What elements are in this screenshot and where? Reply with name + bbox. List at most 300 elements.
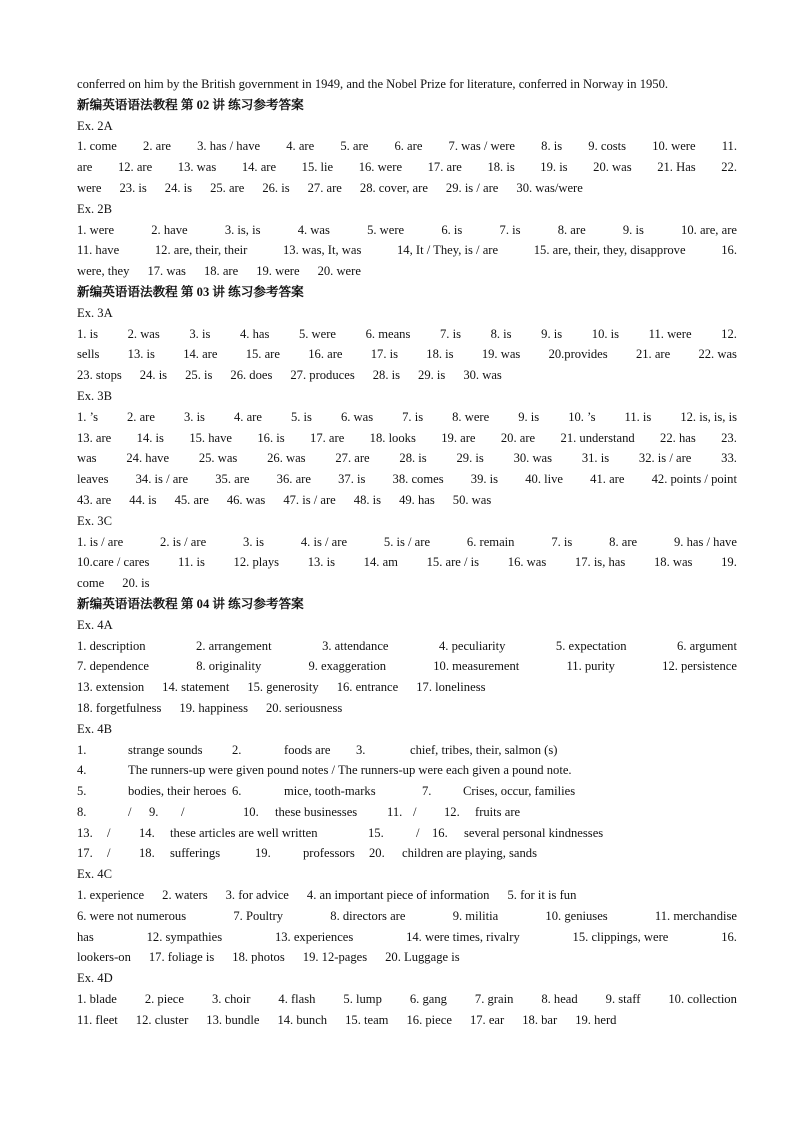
answer-item: 16. is (257, 430, 285, 445)
answer-line (77, 240, 737, 261)
answer-line (77, 365, 737, 386)
answer-item: 4. is / are (300, 534, 348, 549)
answer-item: 1. experience (77, 888, 145, 903)
answer-item: 24. have (126, 451, 170, 466)
answer-number: 2. (232, 742, 242, 757)
ex-2b-label: Ex. 2B (77, 201, 112, 216)
answer-line (77, 178, 737, 199)
answer-number: 10. (243, 804, 259, 819)
ex-4a-answers (77, 636, 737, 719)
answer-item: 10. collection (668, 992, 737, 1007)
answer-item: 5. were (298, 326, 337, 341)
answer-item: 11. is (624, 409, 652, 424)
answer-item: 16. (721, 243, 737, 258)
lecture-03-title: 新编英语语法教程 第 03 讲 练习参考答案 (77, 284, 304, 299)
answer-item: 2. waters (162, 888, 208, 903)
answer-item: 11. merchandise (654, 908, 737, 923)
answer-item: 18. looks (369, 430, 416, 445)
answer-line (77, 781, 737, 802)
answer-line (77, 760, 737, 781)
answer-item: 1. blade (77, 992, 117, 1007)
answer-line (77, 469, 737, 490)
answer-item: 22. (721, 160, 737, 175)
answer-line (77, 490, 737, 511)
answer-item: 3. attendance (322, 638, 389, 653)
answer-item: were (77, 180, 102, 195)
answer-line (77, 823, 737, 844)
answer-item: 20. Luggage is (385, 950, 460, 965)
answer-item: 9. exaggeration (308, 659, 387, 674)
answer-item: 29. is (418, 368, 446, 383)
answer-item: 11. have (77, 243, 120, 258)
answer-item: 39. is (470, 472, 499, 487)
ex-3b-label: Ex. 3B (77, 388, 112, 403)
answer-item: 19. (721, 555, 737, 570)
answer-item: 3. has / have (197, 139, 261, 154)
answer-item: 49. has (399, 492, 435, 507)
answer-item: 42. points / point (651, 472, 737, 487)
answer-item: 5. is (290, 409, 312, 424)
answer-item: 9. has / have (673, 534, 737, 549)
answer-item: 45. are (174, 492, 209, 507)
answer-item: 28. is (399, 451, 427, 466)
answer-item: 1. description (77, 638, 146, 653)
answer-item: 5. is / are (383, 534, 431, 549)
answer-item: 25. is (185, 368, 213, 383)
answer-item: 6. argument (677, 638, 737, 653)
answer-item: 13. was (177, 160, 217, 175)
answer-item: 2. piece (144, 992, 184, 1007)
answer-item: 1. were (77, 222, 115, 237)
answer-line (77, 448, 737, 469)
answer-item: 11. purity (566, 659, 615, 674)
answer-item: 48. is (353, 492, 382, 507)
answer-item: 25. was (198, 451, 238, 466)
answer-number: 12. (444, 804, 460, 819)
answer-item: 6. is (441, 222, 463, 237)
answer-item: 14. are (183, 347, 218, 362)
answer-item: 20. are (500, 430, 536, 445)
answer-item: 34. is / are (135, 472, 189, 487)
answer-item: 8. is (490, 326, 512, 341)
answer-item: 1. is (77, 326, 98, 341)
answer-number: 20. (369, 846, 385, 861)
answer-item: 9. is (541, 326, 563, 341)
answer-item: 41. are (590, 472, 625, 487)
answer-item: professors (303, 846, 355, 861)
answer-item: 12. sympathies (146, 929, 223, 944)
answer-item: several personal kindnesses (464, 825, 604, 840)
answer-item: 6. were not numerous (77, 908, 187, 923)
answer-item: 17. is (370, 347, 399, 362)
answer-item: 5. for it is fun (507, 888, 577, 903)
answer-item: 26. was (267, 451, 306, 466)
ex-4d-answers (77, 989, 737, 1031)
answer-item: 50. was (452, 492, 492, 507)
answer-line (77, 532, 737, 553)
answer-item: mice, tooth-marks (284, 784, 376, 799)
answer-item: 18. was (653, 555, 693, 570)
answer-line (77, 407, 737, 428)
answer-item: 6. was (340, 409, 374, 424)
answer-item: 18. forgetfulness (77, 700, 162, 715)
answer-number: 16. (432, 825, 448, 840)
answer-number: 11. (387, 804, 403, 819)
answer-item: 27. produces (290, 368, 355, 383)
answer-item: were, they (77, 264, 130, 279)
ex-4c-answers (77, 885, 737, 968)
answer-item: 12. plays (233, 555, 280, 570)
answer-item: 21. Has (657, 160, 696, 175)
answer-item: 28. is (372, 368, 401, 383)
answer-item: / (107, 825, 111, 840)
answer-item: 13. experiences (274, 929, 354, 944)
answer-item: 2. are (127, 409, 155, 424)
answer-item: 38. comes (392, 472, 444, 487)
answer-item: 3. choir (211, 992, 251, 1007)
answer-item: 2. is / are (160, 534, 207, 549)
answer-line (77, 906, 737, 927)
answer-item: 22. has (660, 430, 696, 445)
answer-item: 14. bunch (277, 1012, 328, 1027)
answer-item: 2. are (143, 139, 171, 154)
answer-item: 2. was (127, 326, 160, 341)
answer-item: 10. measurement (433, 659, 520, 674)
answer-item: 18. are (203, 264, 239, 279)
answer-item: 17. ear (469, 1012, 505, 1027)
answer-item: 13. extension (77, 680, 145, 695)
answer-item: 6. remain (466, 534, 515, 549)
answer-item: 14. is (136, 430, 164, 445)
answer-number: 3. (356, 742, 366, 757)
answer-line (77, 947, 737, 968)
answer-item: 4. has (239, 326, 270, 341)
answer-number: 7. (422, 784, 432, 799)
answer-item: 44. is (129, 492, 157, 507)
answer-item: 8. originality (196, 659, 262, 674)
answer-line (77, 1010, 737, 1031)
answer-item: 16. were (358, 160, 403, 175)
answer-item: 14. are (241, 160, 277, 175)
answer-item: 19. is (540, 160, 568, 175)
answer-item: 30. was/were (516, 180, 583, 195)
ex-3a-label: Ex. 3A (77, 305, 113, 320)
answer-line (77, 927, 737, 948)
answer-item: 9. costs (588, 139, 627, 154)
answer-item: 15. are / is (426, 555, 480, 570)
answer-item: 8. are (557, 222, 586, 237)
ex-4a-label: Ex. 4A (77, 617, 113, 632)
answer-item: 17. was (147, 264, 186, 279)
answer-item: 18. photos (232, 950, 285, 965)
answer-item: 10. ’s (568, 409, 596, 424)
answer-line (77, 428, 737, 449)
answer-item: 47. is / are (283, 492, 336, 507)
answer-item: 17. is, has (574, 555, 626, 570)
answer-item: chief, tribes, their, salmon (s) (410, 742, 558, 757)
answer-item: 12. are, their, their (154, 243, 248, 258)
answer-item: 7. grain (474, 992, 514, 1007)
answer-item: foods are (284, 742, 331, 757)
answer-item: 16. are (308, 347, 343, 362)
answer-item: 21. understand (560, 430, 635, 445)
ex-4b-label: Ex. 4B (77, 721, 112, 736)
answer-item: 2. have (151, 222, 188, 237)
answer-item: / (416, 825, 420, 840)
answer-line (77, 324, 737, 345)
answer-line (77, 552, 737, 573)
answer-item: 4. peculiarity (438, 638, 506, 653)
answer-line (77, 220, 737, 241)
answer-item: 30. was (463, 368, 502, 383)
answer-item: 23. (721, 430, 737, 445)
answer-item: bodies, their heroes (128, 784, 227, 799)
answer-line (77, 677, 737, 698)
answer-item: 8. is (541, 139, 563, 154)
answer-item: 13. is (307, 555, 335, 570)
answer-item: 3. for advice (225, 888, 289, 903)
answer-line (77, 636, 737, 657)
answer-item: 14. statement (162, 680, 230, 695)
answer-item: 15. clippings, were (572, 929, 669, 944)
answer-item: 27. are (307, 180, 342, 195)
answer-item: 11. fleet (77, 1012, 118, 1027)
answer-item: / (107, 846, 111, 861)
answer-item: 19. herd (575, 1012, 617, 1027)
answer-item: 4. flash (278, 992, 316, 1007)
answer-item: 22. was (698, 347, 737, 362)
answer-item: 10. are, are (681, 222, 737, 237)
answer-item: 4. are (233, 409, 262, 424)
answer-item: strange sounds (128, 742, 203, 757)
answer-item: 15. lie (301, 160, 334, 175)
answer-item: 3. is, is (224, 222, 261, 237)
answer-number: 19. (255, 846, 271, 861)
answer-item: 11. (721, 139, 737, 154)
answer-item: 21. are (635, 347, 671, 362)
answer-item: 26. is (262, 180, 290, 195)
answer-number: 8. (77, 804, 87, 819)
answer-item: 7. is (551, 534, 573, 549)
answer-line (77, 261, 737, 282)
ex-2a-answers (77, 136, 737, 198)
answer-item: 15. team (345, 1012, 389, 1027)
answer-item: 20.provides (548, 347, 608, 362)
answer-item: 7. Poultry (233, 908, 284, 923)
answer-item: 17. loneliness (416, 680, 486, 695)
answer-item: / (413, 804, 417, 819)
answer-item: 7. is (402, 409, 424, 424)
answer-item: these businesses (275, 804, 358, 819)
answer-item: 18. is (426, 347, 454, 362)
answer-item: 10.care / cares (77, 555, 150, 570)
answer-item: are (77, 160, 93, 175)
answer-item: 2. arrangement (196, 638, 272, 653)
ex-4c-label: Ex. 4C (77, 867, 112, 882)
answer-item: 10. geniuses (545, 908, 608, 923)
answer-line (77, 802, 737, 823)
answer-item: 37. is (338, 472, 366, 487)
answer-item: / (128, 804, 132, 819)
ex-2a-label: Ex. 2A (77, 118, 113, 133)
answer-line (77, 843, 737, 864)
answer-item: 5. expectation (555, 638, 627, 653)
answer-item: 27. are (335, 451, 370, 466)
answer-item: 8. directors are (330, 908, 406, 923)
answer-item: 29. is / are (445, 180, 499, 195)
answer-item: 10. is (591, 326, 620, 341)
answer-item: 17. are (310, 430, 345, 445)
answer-item: 26. does (230, 368, 273, 383)
answer-line (77, 136, 737, 157)
answer-item: 7. is (499, 222, 521, 237)
answer-number: 15. (368, 825, 384, 840)
answer-item: 11. were (648, 326, 692, 341)
answer-item: 25. are (210, 180, 245, 195)
answer-item: sells (77, 347, 100, 362)
answer-line (77, 656, 737, 677)
answer-item: 20. is (122, 576, 150, 591)
answer-item: 12. is, is, is (680, 409, 737, 424)
answer-number: 1. (77, 742, 87, 757)
answer-item: these articles are well written (170, 825, 318, 840)
answer-item: 32. is / are (638, 451, 692, 466)
answer-item: 33. (721, 451, 737, 466)
answer-item: 8. are (609, 534, 638, 549)
answer-number: 18. (139, 846, 155, 861)
answer-item: 3. is (243, 534, 265, 549)
answer-item: 16. piece (406, 1012, 452, 1027)
answer-item: 12. are (117, 160, 153, 175)
answer-item: 18. is (487, 160, 515, 175)
answer-item: 4. an important piece of information (306, 888, 490, 903)
answer-item: 29. is (456, 451, 484, 466)
answer-item: 15. generosity (247, 680, 319, 695)
answer-item: 19. were (256, 264, 300, 279)
answer-item: The runners-up were given pound notes / The runners-up were each given a pound note. (128, 763, 572, 778)
answer-item: 3. is (189, 326, 211, 341)
answer-item: 19. are (441, 430, 476, 445)
answer-item: sufferings (170, 846, 221, 861)
ex-3c-label: Ex. 3C (77, 513, 112, 528)
answer-item: 13. bundle (206, 1012, 260, 1027)
answer-item: 19. was (481, 347, 521, 362)
answer-item: 5. are (340, 139, 369, 154)
intro-text: conferred on him by the British government in 1949, and the Nobel Prize for literature, conferred in Norway in 1950. (77, 77, 669, 91)
answer-item: 4. was (297, 222, 330, 237)
answer-item: was (77, 451, 97, 466)
answer-item: 11. is (178, 555, 205, 570)
answer-item: 6. gang (409, 992, 447, 1007)
lecture-04-title: 新编英语语法教程 第 04 讲 练习参考答案 (77, 596, 304, 611)
answer-item: leaves (77, 472, 109, 487)
answer-item: Crises, occur, families (463, 784, 576, 799)
answer-item: 23. stops (77, 368, 122, 383)
ex-4d-label: Ex. 4D (77, 971, 113, 986)
answer-item: 6. are (394, 139, 423, 154)
answer-item: 13. is (127, 347, 155, 362)
answer-line (77, 698, 737, 719)
answer-item: 36. are (276, 472, 311, 487)
answer-item: 12. persistence (662, 659, 737, 674)
answer-number: 14. (139, 825, 155, 840)
answer-item: 17. foliage is (148, 950, 215, 965)
answer-item: 18. bar (522, 1012, 558, 1027)
answer-number: 13. (77, 825, 93, 840)
answer-number: 5. (77, 784, 87, 799)
ex-3a-answers (77, 324, 737, 386)
lecture-02-title: 新编英语语法教程 第 02 讲 练习参考答案 (77, 97, 304, 112)
ex-4b-answers (77, 740, 737, 865)
answer-item: 20. were (317, 264, 361, 279)
answer-item: 16. was (507, 555, 547, 570)
answer-item: 7. was / were (448, 139, 515, 154)
ex-3c-answers (77, 532, 737, 594)
answer-item: 14, It / They, is / are (397, 243, 499, 258)
answer-item: 9. is (518, 409, 540, 424)
answer-item: 20. was (593, 160, 632, 175)
answer-item: 31. is (581, 451, 610, 466)
answer-number: 6. (232, 784, 242, 799)
answer-item: 24. is (139, 368, 168, 383)
answer-item: 43. are (77, 492, 112, 507)
answer-item: 8. head (541, 992, 578, 1007)
answer-item: 1. come (77, 139, 117, 154)
answer-item: 19. 12-pages (302, 950, 368, 965)
answer-item: 15. have (189, 430, 232, 445)
answer-line (77, 157, 737, 178)
answer-item: 3. is (183, 409, 205, 424)
answer-item: 20. seriousness (265, 700, 343, 715)
answer-item: 28. cover, are (359, 180, 428, 195)
answer-item: 14. am (363, 555, 398, 570)
answer-item: 12. (721, 326, 737, 341)
ex-2b-answers (77, 220, 737, 282)
answer-item: fruits are (475, 804, 521, 819)
answer-item: 1. is / are (77, 534, 124, 549)
answer-item: 40. live (525, 472, 564, 487)
answer-item: 5. were (367, 222, 405, 237)
answer-item: come (77, 576, 105, 591)
answer-line (77, 573, 737, 594)
answer-item: 9. is (622, 222, 644, 237)
answer-item: children are playing, sands (402, 846, 537, 861)
answer-item: 23. is (119, 180, 147, 195)
answer-item: 13. was, It, was (283, 243, 362, 258)
answer-line (77, 740, 737, 761)
answer-item: has (77, 929, 94, 944)
answer-item: 12. cluster (135, 1012, 189, 1027)
answer-item: 4. are (286, 139, 315, 154)
answer-item: 9. militia (452, 908, 499, 923)
answer-item: 24. is (164, 180, 193, 195)
answer-item: 7. is (439, 326, 461, 341)
answer-item: 15. are (245, 347, 280, 362)
answer-item: 6. means (365, 326, 411, 341)
answer-line (77, 885, 737, 906)
answer-item: 5. lump (343, 992, 382, 1007)
answer-item: 16. (721, 929, 737, 944)
answer-item: 9. staff (605, 992, 641, 1007)
answer-item: 35. are (215, 472, 250, 487)
answer-line (77, 344, 737, 365)
answer-item: 19. happiness (179, 700, 248, 715)
answer-item: 1. ’s (77, 409, 98, 424)
answer-item: 17. are (427, 160, 462, 175)
answer-item: lookers-on (77, 950, 131, 965)
answer-number: 4. (77, 763, 87, 778)
answer-number: 17. (77, 846, 93, 861)
